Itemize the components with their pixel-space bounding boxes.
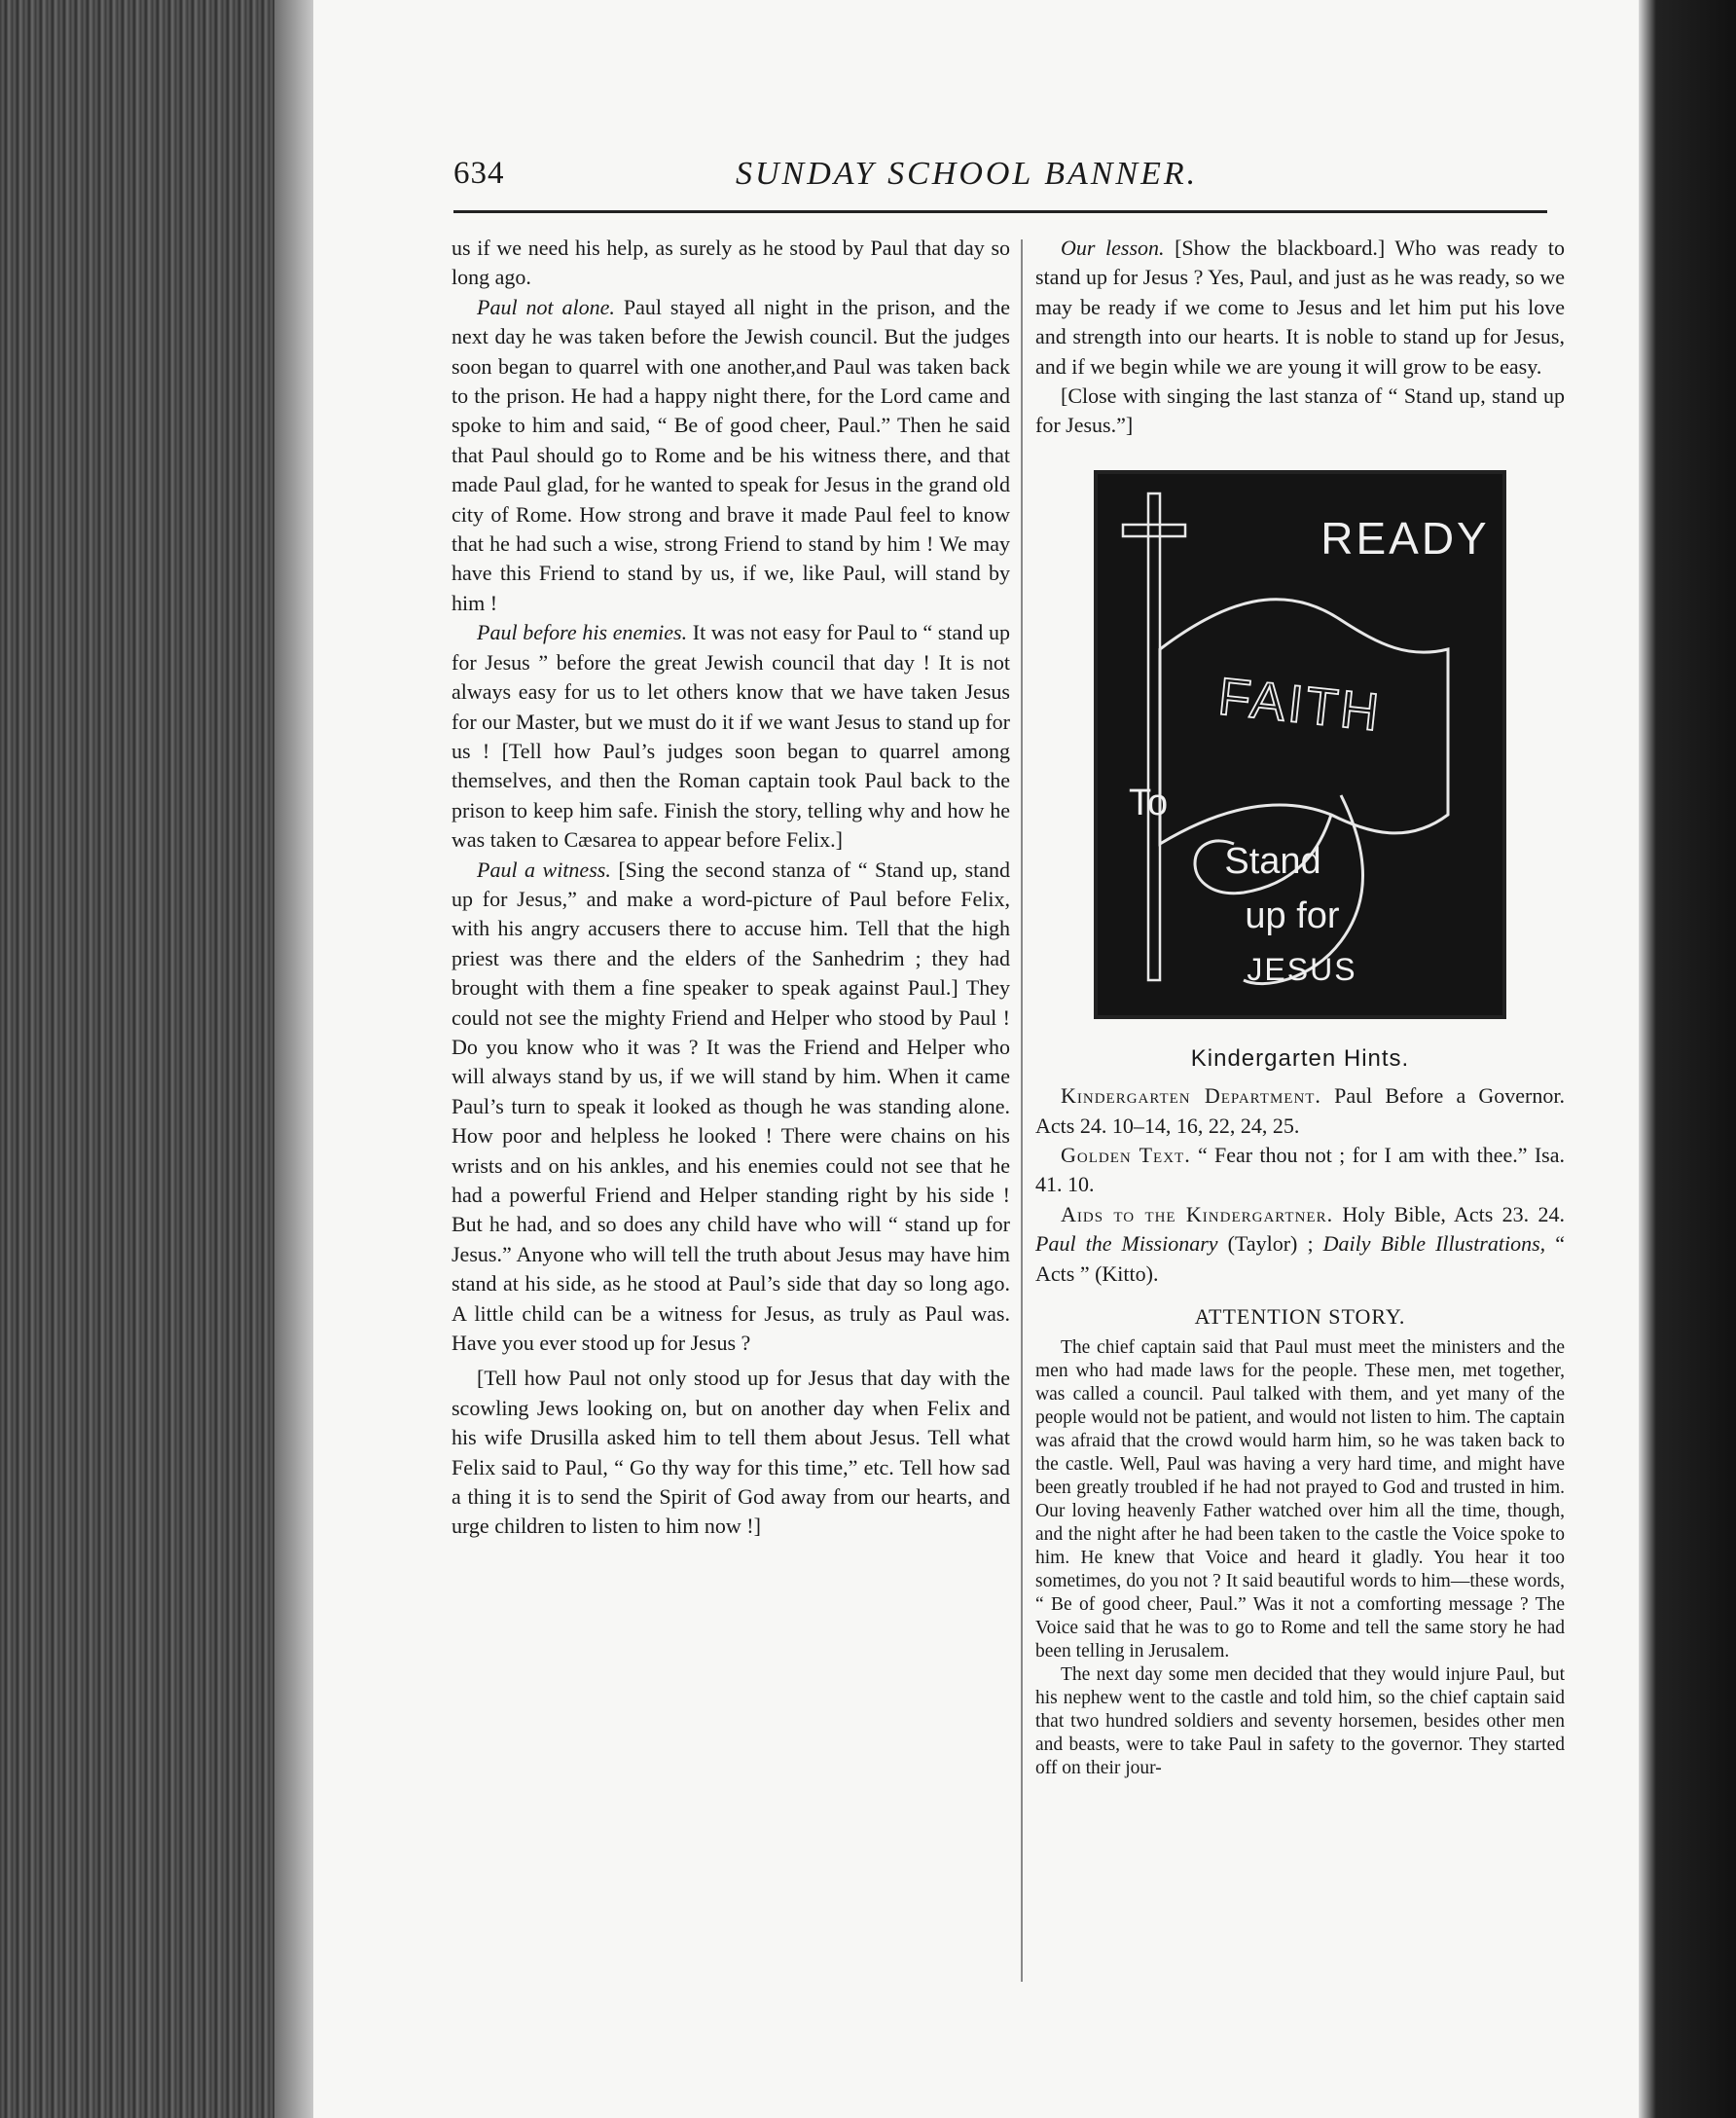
paragraph: [Tell how Paul not only stood up for Jesus that day with the scowling Jews looking on, but on another day when Felix and his wife Drusilla asked him to tell them about Jesus. Tell what Felix said to Paul, “ Go thy way for this time,” etc. Tell how sad a thing it is to send the Spirit of God away from our hearts, and urge children to listen to him now !] (452, 1366, 1010, 1539)
plate-faith: FAITH (1215, 667, 1385, 743)
paragraph: Paul before his enemies. It was not easy for Paul to “ stand up for Jesus ” before the great Jewish council that day ! It is not always easy for us to let others know that we have taken Jesus for our Master, but we must do it if we want Jesus to stand up for us ! [Tell how Paul’s judges soon began to quarrel among themselves, and then the Roman captain took Paul back to the prison to keep him safe. Finish the story, telling why and how he was taken to Cæsarea to appear before Felix.] (452, 620, 1011, 853)
paragraph-lead: Paul a witness. (477, 857, 611, 882)
paragraph: The next day some men decided that they would injure Paul, but his nephew went to the castle and told him, so the chief captain said that two hundred soldiers and seventy horsemen, besides other men and beasts, were to take Paul in safety to the governor. They started off on their jour- (1035, 1663, 1565, 1778)
plate-jesus: JESUS (1247, 951, 1357, 987)
kindergarten-title: Kindergarten Hints. (1190, 1044, 1410, 1072)
running-head (453, 156, 1547, 214)
plate-up-for: up for (1245, 895, 1340, 936)
plate-to: To (1129, 782, 1169, 823)
paragraph-lead: Paul before his enemies. (477, 620, 688, 645)
blackboard-illustration (1094, 470, 1506, 1019)
attention-story (1035, 1336, 1565, 1780)
golden-text-label: Golden Text. (1061, 1143, 1191, 1168)
aids-label: Aids to the Kindergartner. (1061, 1201, 1334, 1226)
column-divider (1021, 239, 1023, 1982)
paragraph: The chief captain said that Paul must meet the ministers and the men who had made laws for the people. These men, met together, was called a council. Paul talked with them, and yet many of the people would not be patient, and would not listen to him. The captain was afraid that the crowd would harm him, so he was taken back to the castle. Well, Paul was having a very hard time, and might have been greatly troubled if he had not prayed to God and trusted in him. Our loving heavenly Father watched over him all the time, though, and the night after he had been taken to the castle the Voice spoke to him. He knew that Voice and heard it gladly. You hear it too sometimes, do you not ? It said beautiful words to him—these words, “ Be of good cheer, Paul.” Was it not a comforting message ? The Voice said that he was to go to Rome and tell the same story he had been telling in Jerusalem. (1035, 1336, 1565, 1662)
paragraph: Paul a witness. [Sing the second stanza of “ Stand up, stand up for Jesus,” and make a word-picture of Paul before Felix, with his angry accusers there to accuse him. Tell that the high priest was there and the elders of the Sanhedrim ; they had brought with them a fine speaker to speak against Paul.] They could not see the mighty Friend and Helper who stood by Paul ! Do you know who it was ? It was the Friend and Helper who will always stand by us, if we will stand by him. When it came Paul’s turn to speak it looked as though he was standing alone. How poor and helpless he looked ! There were chains on his wrists and on his ankles, and his enemies could not see that he had a powerful Friend and Helper standing right by his side ! But he had, and so does any child have who will “ stand up for Jesus.” Anyone who will tell the truth about Jesus may have him stand at his side, as he stood at Paul’s side that day so long ago. A little child can be a witness for Jesus, as truly as Paul was. Have you ever stood up for Jesus ? (452, 857, 1010, 1356)
attention-story-title: ATTENTION STORY. (1194, 1304, 1406, 1330)
paragraph-lead: Our lesson. (1061, 236, 1165, 260)
next-page-edge (1639, 0, 1736, 2118)
paragraph: [Close with singing the last stanza of “ Stand up, stand up for Jesus.”] (1035, 383, 1565, 438)
left-column (452, 234, 1010, 1542)
paragraph: Our lesson. [Show the blackboard.] Who was ready to stand up for Jesus ? Yes, Paul, and just as he was ready, so we may be ready if we come to Jesus and let him put his love and strength into our hearts. It is noble to stand up for Jesus, and if we begin while we are young it will grow to be easy. (1035, 236, 1565, 379)
paragraph: Aids to the Kindergartner. Holy Bible, Acts 23. 24. Paul the Missionary (Taylor) ; Daily Bible Illustrations, “ Acts ” (Kitto). (1035, 1201, 1565, 1286)
paragraph: Golden Text. “ Fear thou not ; for I am with thee.” Isa. 41. 10. (1035, 1143, 1566, 1197)
paragraph: Paul not alone. Paul stayed all night in the prison, and the next day he was taken before the Jewish council. But the judges soon began to quarrel with one another,and Paul was taken back to the prison. He had a happy night there, for the Lord came and spoke to him and said, “ Be of good cheer, Paul.” Then he said that Paul should go to Rome and be his witness there, and that made Paul glad, for he wanted to speak for Jesus in the grand old city of Rome. How strong and brave it made Paul feel to know that he had such a wise, strong Friend to stand by him ! We may have this Friend to stand by us, if we, like Paul, will stand by him ! (452, 294, 1010, 615)
plate-stand: Stand (1224, 840, 1321, 882)
right-column (1035, 234, 1565, 1780)
department-label: Kindergarten Department. (1061, 1083, 1321, 1109)
paragraph: Kindergarten Department. Paul Before a Governor. Acts 24. 10–14, 16, 22, 24, 25. (1035, 1083, 1565, 1138)
header-rule (453, 210, 1547, 213)
book-edge (0, 0, 313, 2118)
journal-title: SUNDAY SCHOOL BANNER. (736, 156, 1199, 192)
plate-ready: READY (1320, 512, 1490, 564)
page-number: 634 (453, 156, 505, 191)
paragraph-lead: Paul not alone. (477, 294, 615, 319)
paragraph: us if we need his help, as surely as he stood by Paul that day so long ago. (452, 236, 1010, 290)
